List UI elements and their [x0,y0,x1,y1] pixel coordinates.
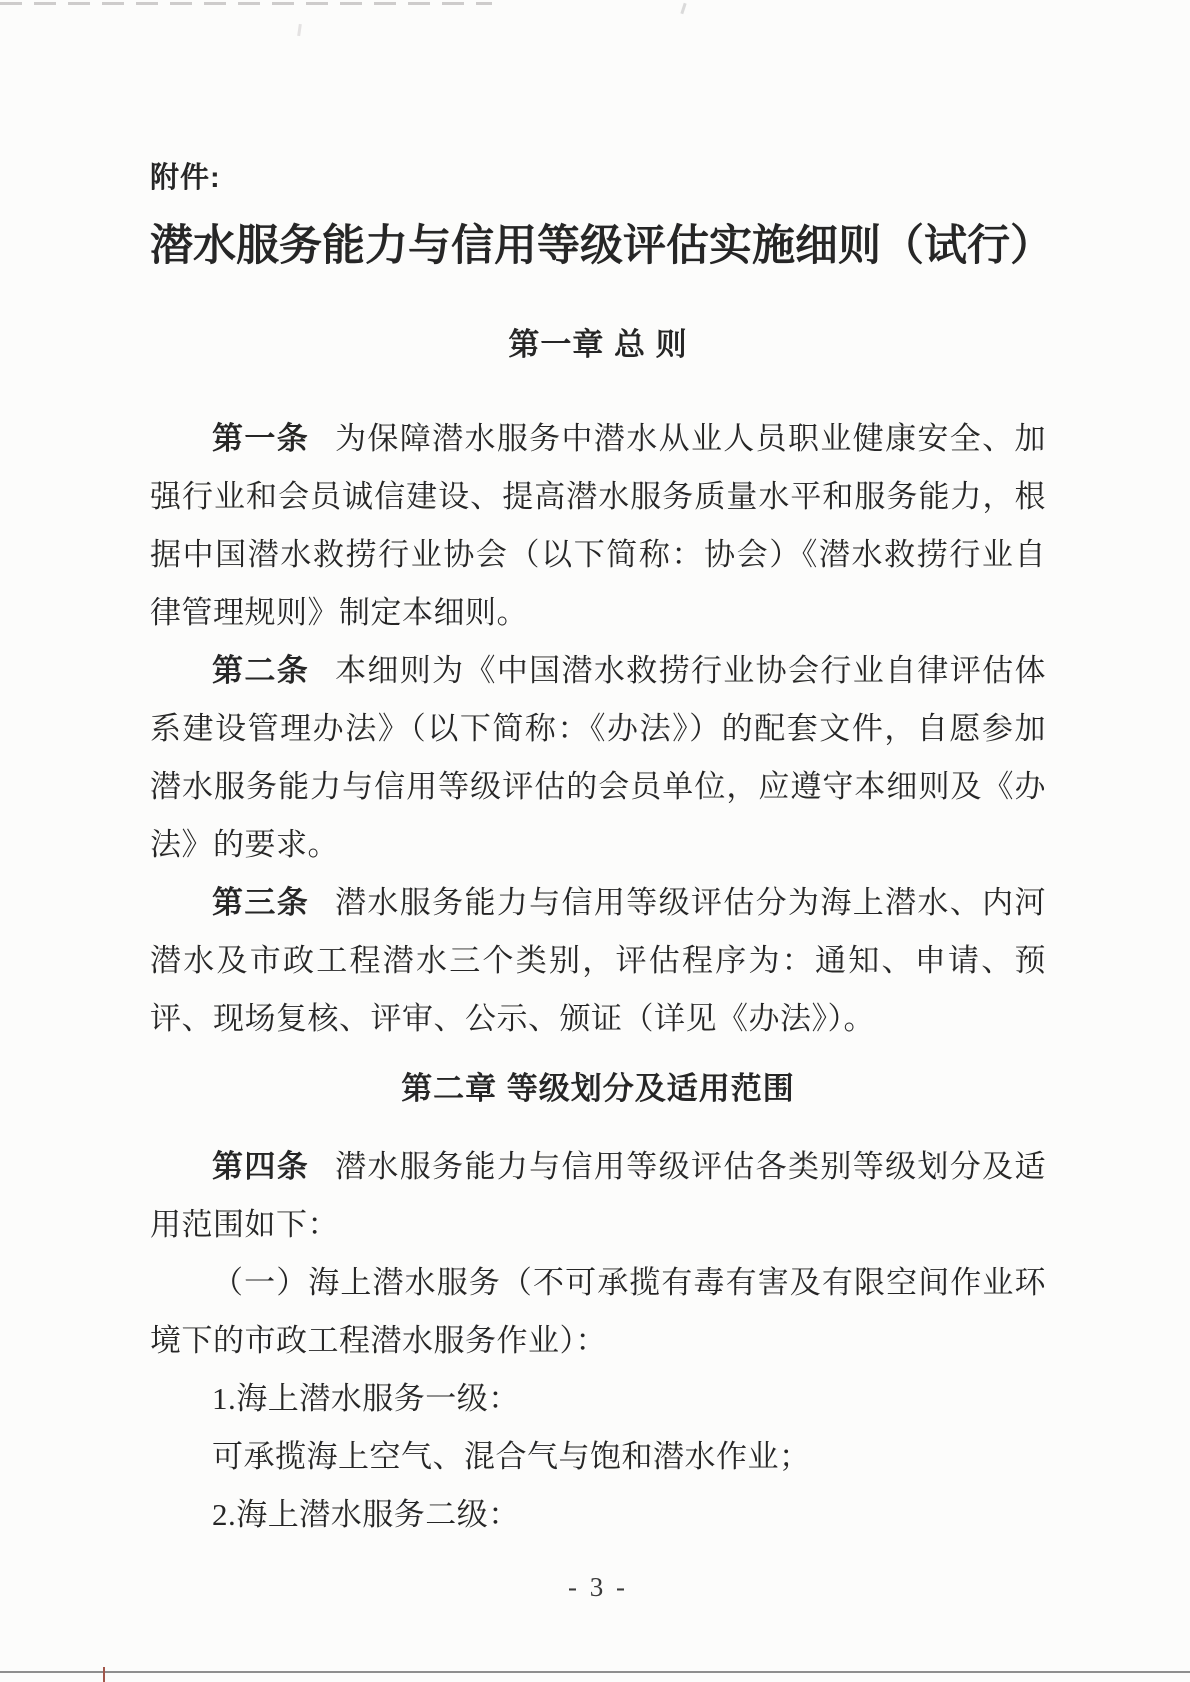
article-4-paragraph [150,1138,1046,1254]
attachment-label: 附件: [150,162,221,194]
article-2-paragraph [150,642,1046,874]
article-4-label: 第四条 [212,1149,310,1184]
article-3-paragraph [150,874,1046,1048]
page-number: - 3 - [568,1572,628,1602]
document-title: 潜水服务能力与信用等级评估实施细则（试行） [150,223,1053,270]
article-1-label: 第一条 [212,421,310,456]
article-3-label: 第三条 [212,885,310,920]
chapter-2-heading: 第二章 等级划分及适用范围 [401,1071,795,1106]
chapter-1-heading: 第一章 总 则 [508,327,688,362]
article-2-label: 第二条 [212,653,310,688]
article-1-text: 为保障潜水服务中潜水从业人员职业健康安全、加强行业和会员诚信建设、提高潜水服务质量水平和服务能力，根据中国潜水救捞行业协会（以下简称：协会）《潜水救捞行业自律管理规则》制定本细则。 [150,421,1046,630]
document-content [150,0,1053,1604]
article-3-text: 潜水服务能力与信用等级评估分为海上潜水、内河潜水及市政工程潜水三个类别，评估程序为：通知、申请、预评、现场复核、评审、公示、颁证（详见《办法》）。 [150,885,1046,1036]
article-2-text: 本细则为《中国潜水救捞行业协会行业自律评估体系建设管理办法》（以下简称：《办法》）的配套文件，自愿参加潜水服务能力与信用等级评估的会员单位，应遵守本细则及《办法》的要求。 [150,653,1046,862]
scan-artifact-bottom-rule [0,1671,1190,1673]
scan-artifact-red-tick [103,1667,105,1682]
article-4-text: 潜水服务能力与信用等级评估各类别等级划分及适用范围如下： [150,1149,1046,1242]
list-item-sea-diving: （一）海上潜水服务（不可承揽有毒有害及有限空间作业环境下的市政工程潜水服务作业）： [150,1265,1046,1358]
article-1-paragraph [150,410,1046,642]
list-item-sea-level-1: 1.海上潜水服务一级： [212,1381,520,1416]
list-item-sea-level-1-scope: 可承揽海上空气、混合气与饱和潜水作业； [212,1439,811,1474]
list-item-sea-level-2: 2.海上潜水服务二级： [212,1497,520,1532]
